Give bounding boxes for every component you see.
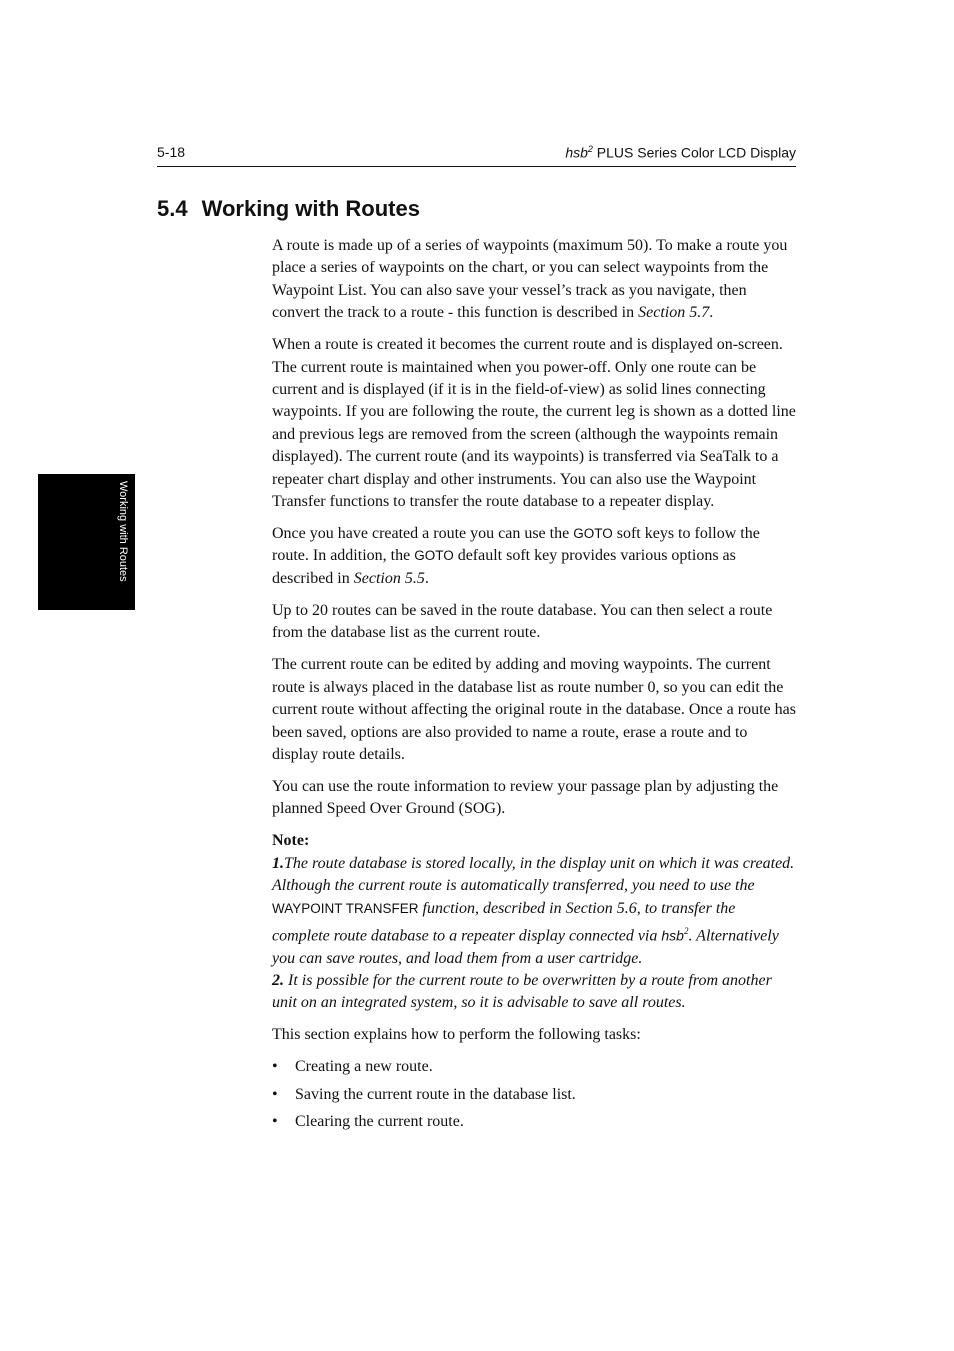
paragraph-goto [272,523,796,590]
note-item-1 [272,853,796,970]
paragraph-current-route: When a route is created it becomes the current route and is displayed on-screen. The current route is maintained when you power-off. Only one route can be current and is displayed (if it is in the field-of-view) as solid lines connecting waypoints. If you are following the route, the current leg is shown as a dotted line and previous legs are removed from the screen (although the waypoints remain displayed). The current route (and its waypoints) is transferred via SeaTalk to a repeater chart display and other instruments. You can also use the Waypoint Transfer functions to transfer the route database to a repeater display. [272,336,796,511]
paragraph-text: . [709,304,714,322]
note-text: function, described in Section 5.6, to transfer the complete route database to a repeater display connected via [272,899,736,945]
paragraph-text: Once you have created a route you can use the [272,525,574,543]
paragraph-text: A route is made up of a series of waypoints (maximum 50). To make a route you place a series of waypoints on the chart, or you can select waypoints from the Waypoint List. You can also save your vessel’s track as you navigate, then convert the track to a route - this function is described in [272,237,788,322]
section-number: 5.4 [157,196,188,221]
section-reference: Section 5.5 [353,569,425,587]
soft-key-name: GOTO [414,548,454,564]
task-list [272,1056,796,1133]
list-item-text: Clearing the current route. [295,1113,464,1131]
paragraph-text: . [424,569,429,587]
page-number: 5-18 [157,144,186,160]
paragraph-intro [272,235,796,325]
note-number: 2. [272,972,284,990]
paragraph-text: default soft key provides various options as described in [272,547,736,587]
running-header-text: PLUS Series Color LCD Display [592,144,796,161]
brand-superscript: 2 [683,925,689,936]
section-reference: Section 5.7 [638,304,710,322]
tasks-intro: This section explains how to perform the following tasks: [272,1026,641,1044]
note-block [272,830,796,1015]
brand-name: hsb [565,144,588,161]
list-item [272,1111,796,1133]
note-item-2 [272,970,796,1015]
note-text: . Alternatively you can save routes, and load them from a user cartridge. [272,927,779,967]
bullet: • [272,1113,278,1131]
section-heading [157,196,420,222]
bullet: • [272,1085,278,1103]
brand-name: hsb [661,927,684,944]
running-header [565,144,796,161]
list-item [272,1084,796,1106]
note-text: The route database is stored locally, in the display unit on which it was created. Although the current route is automatically transferred, you need to use the [272,854,795,895]
paragraph-passage-plan: You can use the route information to review your passage plan by adjusting the planned Speed Over Ground (SOG). [272,777,779,818]
note-text: It is possible for the current route to be overwritten by a route from another unit on an integrated system, so it is advisable to save all routes. [272,972,772,1012]
soft-key-name: GOTO [573,526,613,542]
bullet: • [272,1058,278,1076]
brand-superscript: 2 [587,144,593,154]
paragraph-text: soft keys to follow the route. In addition, the [272,525,760,565]
list-item-text: Saving the current route in the database list. [295,1085,576,1103]
section-title: Working with Routes [201,196,420,221]
paragraph-route-database: Up to 20 routes can be saved in the route database. You can then select a route from the database list as the current route. [272,601,773,642]
note-number: 1. [272,854,284,872]
side-tab-label: Working with Routes [117,481,129,582]
paragraph-editing: The current route can be edited by adding and moving waypoints. The current route is always placed in the database list as route number 0, so you can edit the current route without affecting the original route in the database. Once a route has been saved, options are also provided to name a route, erase a route and to display route details. [272,656,796,763]
list-item-text: Creating a new route. [295,1058,433,1076]
soft-key-name: WAYPOINT TRANSFER [272,900,419,916]
list-item [272,1056,796,1078]
note-heading: Note: [272,832,310,850]
body-text [272,235,796,1139]
header-rule [157,166,796,167]
